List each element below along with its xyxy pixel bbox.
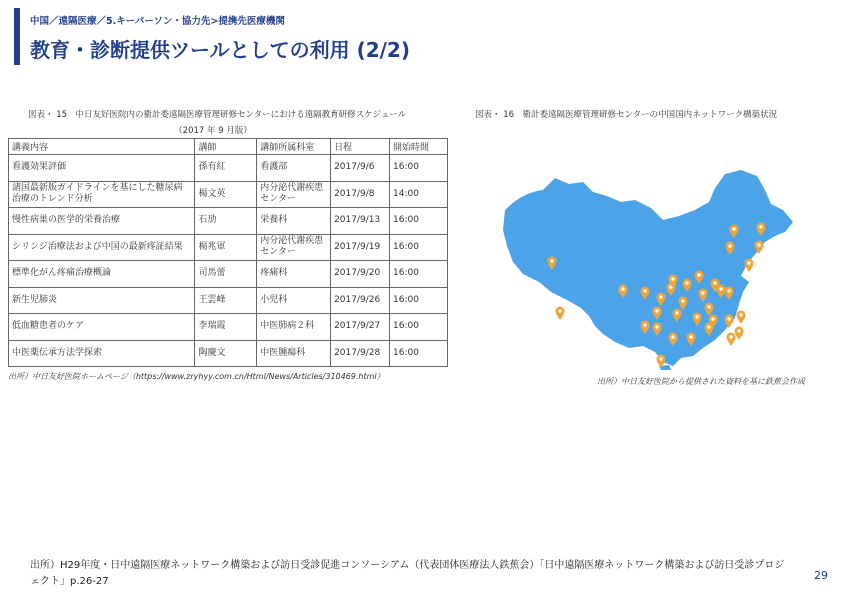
cell-start-time: 16:00 xyxy=(390,234,448,261)
schedule-table xyxy=(8,138,448,367)
cell-topic: シリンジ治療法および中国の最新疼証結果 xyxy=(9,234,195,261)
schedule-figure-subcaption: （2017 年 9 月版） xyxy=(174,126,252,136)
cell-date: 2017/9/8 xyxy=(331,181,390,208)
location-pin-icon xyxy=(745,259,754,273)
column-header-date: 日程 xyxy=(331,139,390,155)
cell-start-time: 16:00 xyxy=(390,208,448,235)
cell-department: 小児科 xyxy=(257,287,331,314)
cell-lecturer: 石劢 xyxy=(195,208,257,235)
cell-department: 疼痛科 xyxy=(257,261,331,288)
column-header-start-time: 開始時間 xyxy=(390,139,448,155)
china-map xyxy=(503,170,842,370)
cell-start-time: 14:00 xyxy=(390,181,448,208)
column-header-lecturer: 講師 xyxy=(195,139,257,155)
table-row xyxy=(9,340,448,367)
cell-lecturer: 李瑞霞 xyxy=(195,314,257,341)
location-pin-icon xyxy=(737,311,746,325)
cell-start-time: 16:00 xyxy=(390,314,448,341)
cell-lecturer: 陶慶文 xyxy=(195,340,257,367)
table-header-row xyxy=(9,139,448,155)
table-row xyxy=(9,208,448,235)
table-row xyxy=(9,261,448,288)
cell-department: 中医肺病２科 xyxy=(257,314,331,341)
schedule-figure-caption: 図表・ 15 中日友好医院内の衛計委遠隔医療管理研修センターにおける遠隔教育研修スケジュール xyxy=(28,110,407,120)
cell-date: 2017/9/26 xyxy=(331,287,390,314)
network-map-source: 出所）中日友好医院から提供された資料を基に鉄蕉会作成 xyxy=(597,377,805,386)
breadcrumb: 中国／遠隔医療／5.キーパーソン・協力先>提携先医療機関 xyxy=(30,16,285,27)
cell-topic: 慢性病巣の医学的栄養治療 xyxy=(9,208,195,235)
cell-start-time: 16:00 xyxy=(390,261,448,288)
cell-lecturer: 王雲峰 xyxy=(195,287,257,314)
cell-date: 2017/9/28 xyxy=(331,340,390,367)
cell-department: 内分泌代謝疾患センター xyxy=(257,234,331,261)
column-header-topic: 講義内容 xyxy=(9,139,195,155)
table-row xyxy=(9,181,448,208)
cell-department: 栄養科 xyxy=(257,208,331,235)
schedule-figure xyxy=(8,108,448,382)
cell-date: 2017/9/6 xyxy=(331,155,390,182)
cell-date: 2017/9/13 xyxy=(331,208,390,235)
cell-department: 内分泌代謝疾患センター xyxy=(257,181,331,208)
footer-source-note: 出所）H29年度・日中遠隔医療ネットワーク構築および訪日受診促進コンソーシアム（代表団体医療法人鉄蕉会）「日中遠隔医療ネットワーク構築および訪日受診プロジェクト」p.26-27 xyxy=(30,560,785,587)
cell-date: 2017/9/19 xyxy=(331,234,390,261)
table-row xyxy=(9,314,448,341)
cell-topic: 新生児肺炎 xyxy=(9,287,195,314)
network-map-figure xyxy=(475,108,835,387)
cell-department: 看護部 xyxy=(257,155,331,182)
column-header-department: 講師所属科室 xyxy=(257,139,331,155)
table-row xyxy=(9,155,448,182)
cell-date: 2017/9/20 xyxy=(331,261,390,288)
location-pin-icon xyxy=(556,307,565,321)
cell-topic: 標準化がん疼痛治療概論 xyxy=(9,261,195,288)
table-row xyxy=(9,234,448,261)
location-pin-icon xyxy=(727,333,736,347)
cell-lecturer: 楊兆軍 xyxy=(195,234,257,261)
title-accent-bar xyxy=(14,8,20,65)
network-map-caption: 図表・ 16 衛計委遠隔医療管理研修センターの中国国内ネットワーク構築状況 xyxy=(475,110,778,120)
cell-department: 中医腫瘍科 xyxy=(257,340,331,367)
cell-topic: 低血糖患者のケア xyxy=(9,314,195,341)
schedule-figure-source: 出所）中日友好医院ホームページ（https://www.zryhyy.com.cn/Html/News/Articles/310469.html） xyxy=(8,372,385,381)
cell-date: 2017/9/27 xyxy=(331,314,390,341)
cell-topic: 中医薬伝承方法学探索 xyxy=(9,340,195,367)
cell-start-time: 16:00 xyxy=(390,155,448,182)
cell-start-time: 16:00 xyxy=(390,340,448,367)
cell-lecturer: 司馬蕾 xyxy=(195,261,257,288)
cell-start-time: 16:00 xyxy=(390,287,448,314)
cell-lecturer: 楊文英 xyxy=(195,181,257,208)
location-pin-icon xyxy=(735,327,744,341)
china-map-graphic xyxy=(503,170,842,370)
page-number: 29 xyxy=(814,569,828,582)
cell-topic: 諸国最新版ガイドラインを基にした糖尿病治療のトレンド分析 xyxy=(9,181,195,208)
cell-topic: 看護効果評価 xyxy=(9,155,195,182)
page-title: 教育・診断提供ツールとしての利用 (2/2) xyxy=(30,38,410,62)
cell-lecturer: 孫有紅 xyxy=(195,155,257,182)
table-row xyxy=(9,287,448,314)
